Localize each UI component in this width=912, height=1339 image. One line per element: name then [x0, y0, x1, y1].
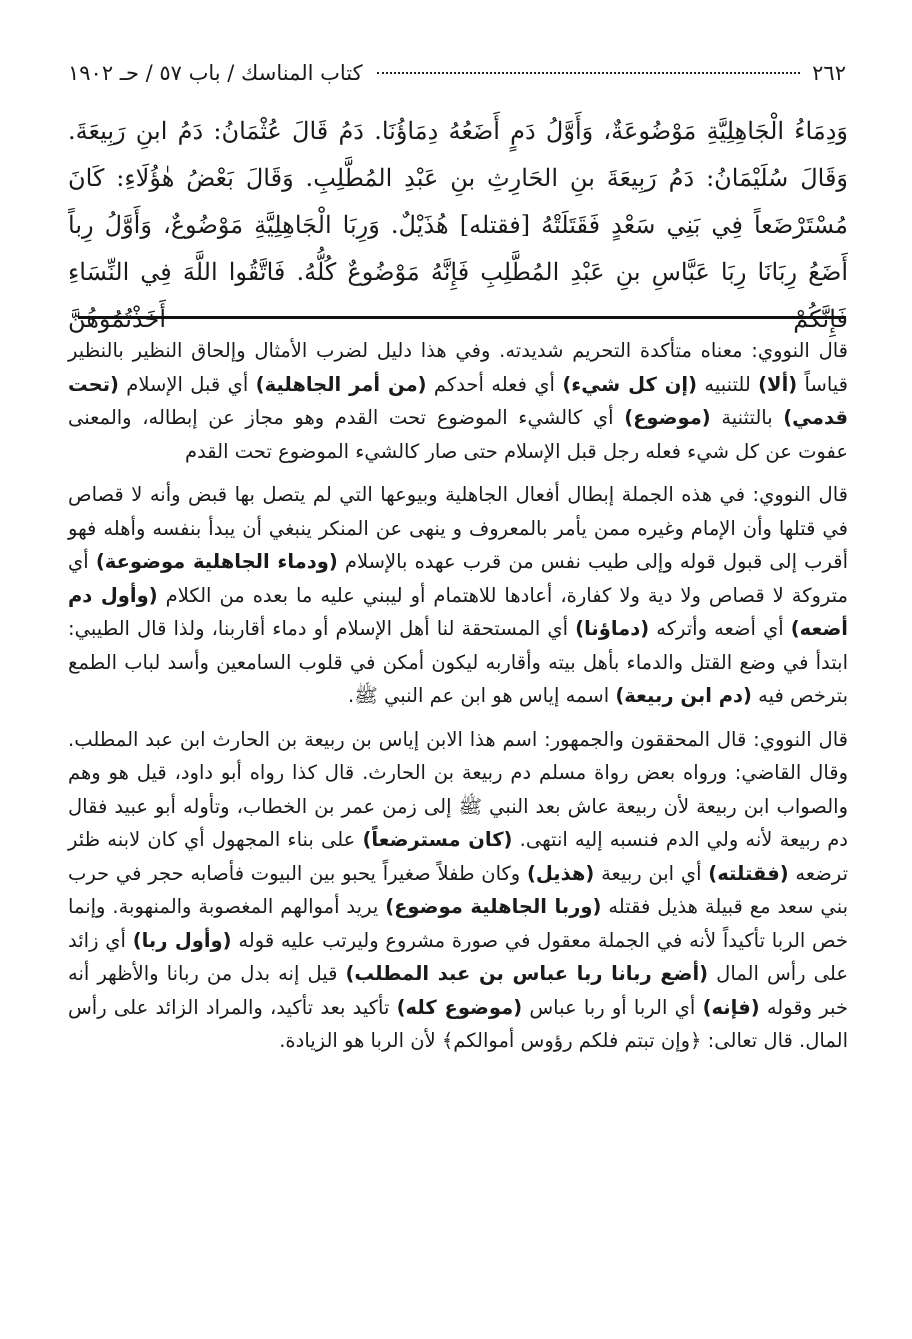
commentary-paragraph-3: قال النووي: قال المحققون والجمهور: اسم هذا الابن إياس بن ربيعة بن الحارث ابن عبد المطلب. وقال القاضي: ورواه بعض رواة مسلم دم ربيعة بن الحارث. قال كذا رواه أبو داود، قيل هو وهم والصواب ابن ربيعة لأن ربيعة عاش بعد النبي ﷺ إلى زمن عمر بن الخطاب، وتأوله أبو عبيد فقال دم ربيعة لأنه ولي الدم فنسبه إليه انتهى. (كان مسترضعاً) على بناء المجهول أي كان لابنه ظئر ترضعه (فقتلته) أي ابن ربيعة (هذيل) وكان طفلاً صغيراً يحبو بين البيوت فأصابه حجر في حرب بني سعد مع قبيلة هذيل فقتله (وربا الجاهلية موضوع) يريد أموالهم المغصوبة والمنهوبة. وإنما خص الربا تأكيداً لأنه في الجملة معقول في صورة مشروع وليرتب عليه قوله (وأول ربا) أي زائد على رأس المال (أضع ربانا ربا عباس بن عبد المطلب) قيل إنه بدل من ربانا والأظهر أنه خبر وقوله (فإنه) أي الربا أو ربا عباس (موضوع كله) تأكيد بعد تأكيد، والمراد الزائد على رأس المال. قال تعالى: ﴿وإن تبتم فلكم رؤوس أموالكم﴾ لأن الربا هو الزيادة. — [68, 727, 849, 1052]
header-dotted-leader — [377, 72, 801, 74]
quoted-phrase: (إن كل شيء) — [562, 372, 698, 396]
quoted-phrase: (هذيل) — [526, 861, 595, 885]
header-title: كتاب المناسك / باب ٥٧ / حـ ١٩٠٢ — [68, 61, 363, 85]
hadith-paragraph: وَدِمَاءُ الْجَاهِلِيَّةِ مَوْضُوعَةٌ، وَأَوَّلُ دَمٍ أَضَعُهُ دِمَاؤُنَا. دَمُ قَالَ عُثْمَانُ: دَمُ ابنِ رَبِيعَةَ. وَقَالَ سُلَيْمَانُ: دَمُ رَبِيعَةَ بنِ الحَارِثِ بنِ عَبْدِ المُطَّلِبِ. وَقَالَ بَعْضُ هٰؤُلَاءِ: كَانَ مُسْتَرْضَعاً فِي بَنِي سَعْدٍ فَقَتَلَتْهُ [فقتله] هُذَيْلٌ. وَرِبَا الْجَاهِلِيَّةِ مَوْضُوعٌ، وَأَوَّلُ رِباً أَضَعُ رِبَانَا رِبَا عَبَّاسِ بنِ عَبْدِ المُطَّلِبِ فَإِنَّهُ مَوْضُوعٌ كُلُّهُ. فَاتَّقُوا اللَّهَ فِي النِّسَاءِ فَإِنَّكُمْ أَخَذْتُمُوهُنَّ — [68, 117, 848, 333]
quoted-phrase: (ودماء الجاهلية موضوعة) — [95, 550, 338, 573]
running-header — [68, 56, 846, 90]
page-number: ٢٦٢ — [812, 61, 846, 85]
quoted-phrase: (دم ابن ربيعة) — [615, 684, 752, 707]
quoted-phrase: (كان مسترضعاً) — [362, 828, 513, 851]
commentary-paragraph-2: قال النووي: في هذه الجملة إبطال أفعال الجاهلية وبيوعها التي لم يتصل بها قبض وأنه لا قصاص في قتلها وأن الإمام وغيره ممن يأمر بالمعروف و ينهى عن المنكر ينبغي أن يبدأ بنفسه وأهله فهو أقرب إلى قبول قوله وإلى طيب نفس من قرب عهده بالإسلام (ودماء الجاهلية موضوعة) أي متروكة لا قصاص ولا دية ولا كفارة، أعادها للاهتمام أو ليبني عليه ما بعده من الكلام (وأول دم أضعه) أي أضعه وأتركه (دماؤنا) أي المستحقة لنا أهل الإسلام أو دماء أقاربنا، ولذا قال الطيبي: ابتدأ في وضع القتل والدماء بأهل بيته وأقاربه ليكون أمكن في قلوب السامعين وأسد لباب الطمع بترخص فيه (دم ابن ربيعة) اسمه إياس هو ابن عم النبي ﷺ. — [68, 483, 849, 707]
quoted-phrase: (ألا) — [758, 372, 798, 396]
quoted-phrase: (وأول ربا) — [132, 928, 232, 952]
commentary-paragraph-1: قال النووي: معناه متأكدة التحريم شديدته. وفي هذا دليل لضرب الأمثال وإلحاق النظير بالنظير قياساً (ألا) للتنبيه (إن كل شيء) أي فعله أحدكم (من أمر الجاهلية) أي قبل الإسلام (تحت قدمي) بالتثنية (موضوع) أي كالشيء الموضوع تحت القدم وهو مجاز عن إبطاله، والمعنى عفوت عن كل شيء فعله رجل قبل الإسلام حتى صار كالشيء الموضوع تحت القدم — [68, 339, 849, 463]
quoted-phrase: (فإنه) — [702, 995, 760, 1019]
quoted-phrase: (موضوع كله) — [396, 995, 523, 1019]
quoted-phrase: (أضع ربانا ربا عباس بن عبد المطلب) — [345, 962, 709, 985]
quoted-phrase: (دماؤنا) — [575, 617, 650, 640]
quoted-phrase: (فقتلته) — [708, 861, 789, 885]
quoted-phrase: (وأول دم أضعه) — [68, 583, 848, 640]
section-divider — [78, 316, 846, 319]
hadith-text-block — [68, 108, 848, 343]
quoted-phrase: (تحت قدمي) — [68, 372, 849, 429]
quoted-phrase: (موضوع) — [624, 406, 711, 429]
quoted-phrase: (وربا الجاهلية موضوع) — [385, 895, 602, 918]
commentary-block — [68, 334, 848, 1058]
quoted-phrase: (من أمر الجاهلية) — [255, 372, 427, 396]
